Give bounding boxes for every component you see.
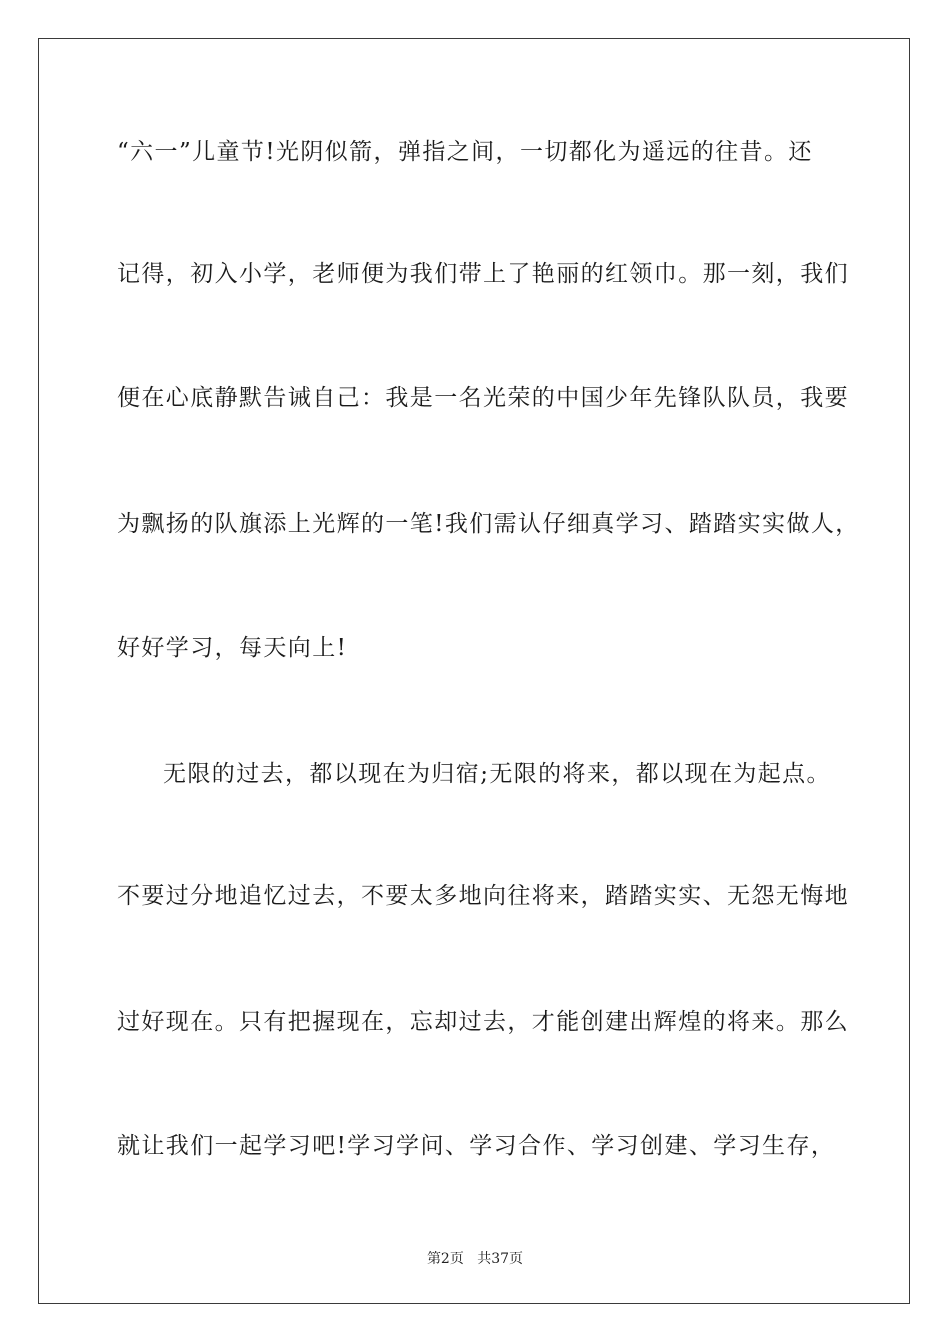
page-border	[38, 38, 910, 1304]
text-line-3: 便在心底静默告诫自己：我是一名光荣的中国少年先锋队队员，我要	[117, 385, 849, 411]
text-line-1: “六一”儿童节!光阴似箭，弹指之间，一切都化为遥远的往昔。还	[117, 139, 813, 165]
text-line-2: 记得，初入小学，老师便为我们带上了艳丽的红领巾。那一刻，我们	[117, 261, 849, 287]
page-total: 共37页	[477, 1251, 524, 1267]
page-number: 第2页	[426, 1251, 464, 1267]
text-line-4: 为飘扬的队旗添上光辉的一笔!我们需认仔细真学习、踏踏实实做人，	[117, 511, 860, 537]
text-line-5: 好好学习，每天向上!	[117, 635, 348, 661]
text-line-9: 就让我们一起学习吧!学习学问、学习合作、学习创建、学习生存，	[117, 1133, 836, 1159]
page-footer	[0, 1248, 950, 1268]
text-line-8: 过好现在。只有把握现在，忘却过去，才能创建出辉煌的将来。那么	[117, 1009, 849, 1035]
text-line-6: 无限的过去，都以现在为归宿;无限的将来，都以现在为起点。	[163, 761, 831, 787]
text-line-7: 不要过分地追忆过去，不要太多地向往将来，踏踏实实、无怨无悔地	[117, 883, 849, 909]
